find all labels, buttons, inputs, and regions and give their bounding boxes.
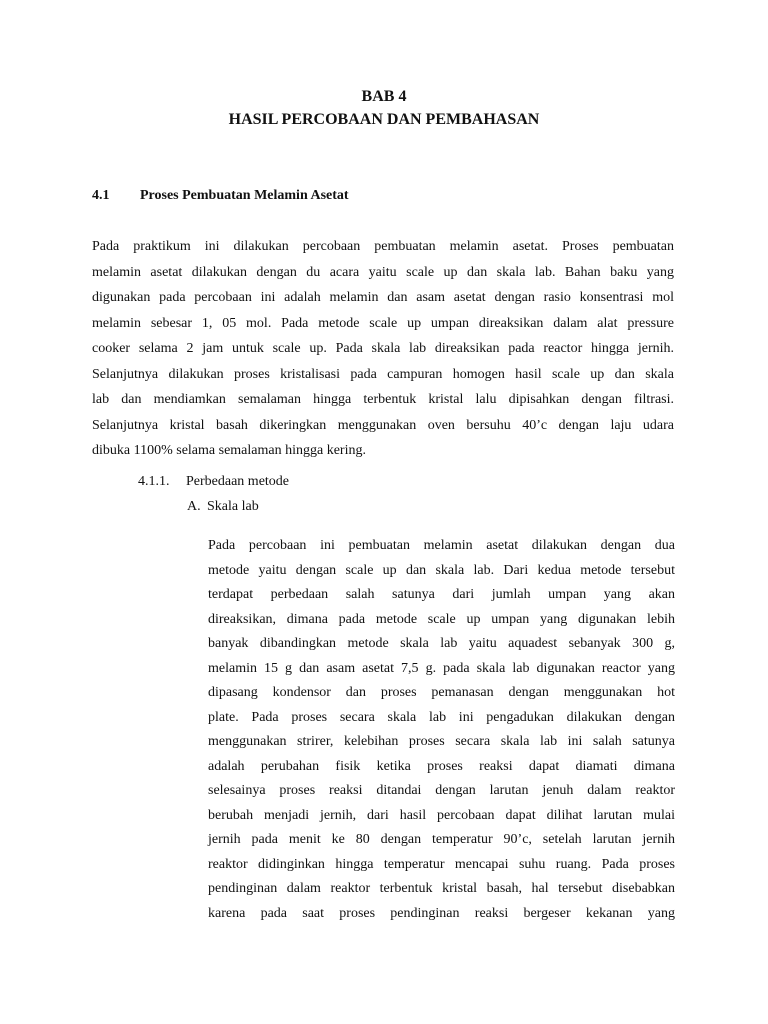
paragraph-line: direaksikan, dimana pada metode scale up umpan yang digunakan lebih bbox=[208, 611, 675, 627]
paragraph-line: Pada percobaan ini pembuatan melamin asetat dilakukan dengan dua bbox=[208, 538, 675, 553]
paragraph-line: lab dan mendiamkan semalaman hingga terbentuk kristal lalu dipisahkan dengan filtrasi. bbox=[92, 392, 674, 407]
paragraph-line: adalah perubahan fisik ketika proses reaksi dapat diamati dimana bbox=[208, 758, 675, 774]
paragraph-line: melamin asetat dilakukan dengan du acara yaitu scale up dan skala lab. Bahan baku yang bbox=[92, 264, 674, 280]
section-number: 4.1 bbox=[92, 188, 110, 203]
subsubsection-title: Skala lab bbox=[207, 499, 259, 514]
paragraph-line: pendinginan dalam reaktor terbentuk kristal basah, hal tersebut disebabkan bbox=[208, 881, 675, 896]
paragraph-line: metode yaitu dengan scale up dan skala lab. Dari kedua metode tersebut bbox=[208, 562, 675, 578]
chapter-label: BAB 4 bbox=[361, 88, 407, 105]
paragraph-line: plate. Pada proses secara skala lab ini pengadukan dilakukan dengan bbox=[208, 709, 675, 725]
paragraph-line: cooker selama 2 jam untuk scale up. Pada skala lab direaksikan pada reactor hingga jernih. bbox=[92, 341, 674, 356]
paragraph-intro bbox=[92, 234, 674, 464]
paragraph-line: dibuka 1100% selama semalaman hingga kering. bbox=[92, 443, 366, 458]
paragraph-line: Selanjutnya dilakukan proses kristalisasi pada campuran homogen hasil scale up dan skala bbox=[92, 366, 674, 382]
paragraph-line: melamin sebesar 1, 05 mol. Pada metode scale up umpan direaksikan dalam alat pressure bbox=[92, 315, 674, 331]
subsubsection-heading bbox=[187, 497, 259, 517]
subsection-title: Perbedaan metode bbox=[186, 474, 290, 489]
paragraph-line: berubah menjadi jernih, dari hasil percobaan dapat dilihat larutan mulai bbox=[208, 807, 675, 823]
paragraph-line: melamin 15 g dan asam asetat 7,5 g. pada skala lab digunakan reactor yang bbox=[208, 660, 675, 676]
paragraph-line: karena pada saat proses pendinginan reaksi bergeser kekanan yang bbox=[208, 905, 675, 921]
paragraph-line: digunakan pada percobaan ini adalah melamin dan asam asetat dengan rasio konsentrasi mol bbox=[92, 290, 674, 305]
subsection-number: 4.1.1. bbox=[138, 474, 170, 489]
subsubsection-number: A. bbox=[187, 499, 201, 514]
paragraph-line: jernih pada menit ke 80 dengan temperatur 90’c, setelah larutan jernih bbox=[208, 832, 675, 847]
chapter-title: HASIL PERCOBAAN DAN PEMBAHASAN bbox=[228, 111, 540, 128]
paragraph-line: Pada praktikum ini dilakukan percobaan pembuatan melamin asetat. Proses pembuatan bbox=[92, 239, 674, 254]
paragraph-line: selesainya proses reaksi ditandai dengan larutan jenuh dalam reaktor bbox=[208, 783, 675, 798]
paragraph-line: menggunakan strirer, kelebihan proses secara skala lab ini salah satunya bbox=[208, 734, 675, 749]
paragraph-skala-lab bbox=[208, 534, 675, 926]
section-heading bbox=[92, 186, 349, 206]
section-title: Proses Pembuatan Melamin Asetat bbox=[140, 188, 349, 203]
paragraph-line: Selanjutnya kristal basah dikeringkan menggunakan oven bersuhu 40’c dengan laju udara bbox=[92, 417, 674, 433]
subsection-heading bbox=[138, 472, 289, 492]
paragraph-line: banyak dibandingkan metode skala lab yaitu aquadest sebanyak 300 g, bbox=[208, 636, 675, 651]
paragraph-line: terdapat perbedaan salah satunya dari jumlah umpan yang akan bbox=[208, 587, 675, 602]
paragraph-line: dipasang kondensor dan proses pemanasan dengan menggunakan hot bbox=[208, 685, 675, 700]
paragraph-line: reaktor didinginkan hingga temperatur mencapai suhu ruang. Pada proses bbox=[208, 856, 675, 872]
